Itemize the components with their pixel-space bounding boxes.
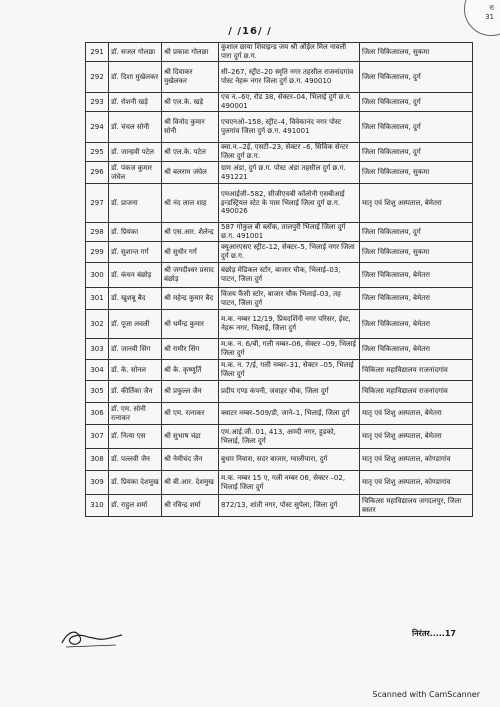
table-row — [86, 184, 473, 223]
posting-cell: जिला चिकित्सालय, बेमेतरा — [360, 288, 473, 310]
name-cell: डॉ. खुशबू बैद — [109, 288, 162, 310]
serial-cell: 297 — [86, 184, 109, 223]
posting-cell: जिला चिकित्सालय, दुर्ग — [360, 93, 473, 112]
page-number: / /16/ / — [228, 26, 272, 37]
father-name-cell: श्री प्रफुल्ल जैन — [162, 381, 219, 403]
serial-cell: 304 — [86, 360, 109, 381]
father-name-cell: श्री नंद लाल शाह — [162, 184, 219, 223]
table-row — [86, 339, 473, 360]
father-name-cell: श्री एल.के. पटेल — [162, 143, 219, 162]
father-name-cell: श्री सुभाष चंद्रा — [162, 425, 219, 449]
table-row — [86, 93, 473, 112]
table-row — [86, 242, 473, 263]
posting-cell: जिला चिकित्सालय, दुर्ग — [360, 223, 473, 242]
name-cell: डॉ. कंचन बंछोड़ — [109, 263, 162, 288]
table-row — [86, 310, 473, 339]
address-cell: एमआईजी–582, सीजीएचबी कॉलोनी एसबीआई इन्डस्ट्रियल स्टेट के पास भिलाई जिला दुर्ग छ.ग. 490026 — [219, 184, 360, 223]
serial-cell: 298 — [86, 223, 109, 242]
posting-cell: चिकित्सा महाविद्यालय राजनांदगांव — [360, 360, 473, 381]
table-row — [86, 162, 473, 184]
serial-cell: 294 — [86, 112, 109, 143]
father-name-cell: श्री एल.के. खड़े — [162, 93, 219, 112]
table-row — [86, 223, 473, 242]
serial-cell: 293 — [86, 93, 109, 112]
table-row — [86, 288, 473, 310]
table-row — [86, 43, 473, 62]
address-cell: कुशाल छाया शिवाइन्ड जय श्री ऑईल मिल नावली पारा दुर्ग छ.ग. — [219, 43, 360, 62]
table-body — [86, 43, 473, 517]
posting-cell: जिला चिकित्सालय, बेमेतरा — [360, 310, 473, 339]
table-row — [86, 471, 473, 495]
posting-cell: जिला चिकित्सालय, बेमेतरा — [360, 263, 473, 288]
address-cell: म.क. नम्बर 12/19, प्रियदर्शिनी नगर परिसर, ईस्ट, नेहरू नगर, भिलाई, जिला दुर्ग — [219, 310, 360, 339]
address-cell: म.क. नम्बर 15 ए, गली नम्बर 06, सेक्टर –02, भिलाई जिला दुर्ग — [219, 471, 360, 495]
posting-cell: जिला चिकित्सालय, सुकमा — [360, 242, 473, 263]
name-cell: डॉ. दिशा मुखेलकर — [109, 62, 162, 93]
father-name-cell: श्री एस.आर. शैलेन्द्र — [162, 223, 219, 242]
serial-cell: 308 — [86, 449, 109, 471]
name-cell: डॉ. प्रियंका — [109, 223, 162, 242]
doctor-posting-table — [85, 42, 473, 517]
posting-cell: जिला चिकित्सालय, दुर्ग — [360, 112, 473, 143]
signature — [58, 625, 126, 651]
table-row — [86, 425, 473, 449]
address-cell: विजय फैंसी स्टोर, बाजार चौक भिलाई–03, तह पाटन, जिला दुर्ग — [219, 288, 360, 310]
address-cell: ग्राम अंडा, दुर्ग छ.ग. पोस्ट अंडा तहसील दुर्ग छ.ग. 491221 — [219, 162, 360, 184]
name-cell: डॉ. सजल गोलछा — [109, 43, 162, 62]
table-row — [86, 263, 473, 288]
father-name-cell: श्री बी.आर. देशमुख — [162, 471, 219, 495]
corner-stamp-text — [485, 4, 494, 22]
father-name-cell: श्री एम. रत्नाकर — [162, 403, 219, 425]
posting-cell: जिला चिकित्सालय, दुर्ग — [360, 62, 473, 93]
posting-cell: मातृ एवं शिशु अस्पताल, बेमेतरा — [360, 184, 473, 223]
name-cell: डॉ. पंकज कुमार जंघेल — [109, 162, 162, 184]
name-cell: डॉ. प्रियंका देशमुख — [109, 471, 162, 495]
address-cell: क्वाटर नम्बर–509/डी, जाने–1, भिलाई, जिला दुर्ग — [219, 403, 360, 425]
table-row — [86, 495, 473, 517]
father-name-cell: श्री विनोद कुमार सोनी — [162, 112, 219, 143]
address-cell: क्यूआरएसए स्ट्रीट–12, सेक्टर–5, भिलाई नगर जिला दुर्ग छ.ग. — [219, 242, 360, 263]
table-row — [86, 360, 473, 381]
name-cell: डॉ. नित्या एस — [109, 425, 162, 449]
address-cell: बंछोड़ मेडिकल स्टोर, बाजार चौक, भिलाई–03, पाटन, जिला दुर्ग — [219, 263, 360, 288]
serial-cell: 292 — [86, 62, 109, 93]
table-row — [86, 62, 473, 93]
table-row — [86, 403, 473, 425]
father-name-cell: श्री धर्मेन्द्र कुमार — [162, 310, 219, 339]
posting-cell: चिकित्सा महाविद्यालय राजनांदगांव — [360, 381, 473, 403]
posting-cell: जिला चिकित्सालय, सुकमा — [360, 43, 473, 62]
table-row — [86, 112, 473, 143]
address-cell: म.क. न. 6/बी, गली नम्बर–06, सेक्टर –09, भिलाई जिला दुर्ग — [219, 339, 360, 360]
name-cell: डॉ. एम. सोनी रत्नाकर — [109, 403, 162, 425]
serial-cell: 301 — [86, 288, 109, 310]
posting-cell: मातृ एवं शिशु अस्पताल, कोण्डागांव — [360, 449, 473, 471]
father-name-cell: श्री जगदीश्वर प्रसाद बंछोड़ — [162, 263, 219, 288]
serial-cell: 306 — [86, 403, 109, 425]
father-name-cell: श्री रामीर सिंग — [162, 339, 219, 360]
name-cell: डॉ. पूजा लवली — [109, 310, 162, 339]
posting-cell: चिकित्सा महाविद्यालय जगदलपुर, जिला बस्तर — [360, 495, 473, 517]
address-cell: म.क. न. 7/ई, गली नम्बर–31, सेक्टर –05, भिलाई जिला दुर्ग — [219, 360, 360, 381]
father-name-cell: श्री दिवाकर मुखेलकर — [162, 62, 219, 93]
posting-cell: जिला चिकित्सालय, बेमेतरा — [360, 339, 473, 360]
serial-cell: 310 — [86, 495, 109, 517]
father-name-cell: श्री के. कृष्णूर्ति — [162, 360, 219, 381]
name-cell: डॉ. कीर्तिका जैन — [109, 381, 162, 403]
father-name-cell: श्री नेमीचंद जैन — [162, 449, 219, 471]
father-name-cell: श्री बलराम जंघेल — [162, 162, 219, 184]
name-cell: डॉ. रोशनी खड़े — [109, 93, 162, 112]
father-name-cell: श्री रविन्द्र शर्मा — [162, 495, 219, 517]
name-cell: डॉ. के. सोनल — [109, 360, 162, 381]
address-cell: बुधार निवास, सदर बाजार, ग्वालीपारा, दुर्ग — [219, 449, 360, 471]
name-cell: डॉ. सुशान्त गर्ग — [109, 242, 162, 263]
name-cell: डॉ. पल्लवी जैन — [109, 449, 162, 471]
name-cell: डॉ. राहुल शर्मा — [109, 495, 162, 517]
father-name-cell: श्री सुधीर गर्ग — [162, 242, 219, 263]
name-cell: डॉ. जानवी सिंग — [109, 339, 162, 360]
address-cell: 872/13, शांती नगर, पोस्ट सुपेला, जिला दुर्ग — [219, 495, 360, 517]
corner-line-1: रा — [489, 4, 494, 12]
father-name-cell: श्री प्रकाश गोलछा — [162, 43, 219, 62]
serial-cell: 295 — [86, 143, 109, 162]
address-cell: क्वा.न.–2ई, एसटी–23, सेक्टर –6, सिविक सेन्टर जिला दुर्ग छ.ग. — [219, 143, 360, 162]
serial-cell: 309 — [86, 471, 109, 495]
serial-cell: 302 — [86, 310, 109, 339]
address-cell: एच न.–6ए, रोड 38, सेक्टर–04, भिलाई दुर्ग छ.ग. 490001 — [219, 93, 360, 112]
address-cell: 587 गोकुल बी ब्लॉक, तालपुरी भिलाई जिला दुर्ग छ.ग. 491001 — [219, 223, 360, 242]
serial-cell: 307 — [86, 425, 109, 449]
corner-line-2: 31 — [485, 13, 494, 21]
name-cell: डॉ. चंचल सोनी — [109, 112, 162, 143]
serial-cell: 300 — [86, 263, 109, 288]
father-name-cell: श्री महेन्द्र कुमार बैद — [162, 288, 219, 310]
posting-cell: मातृ एवं शिशु अस्पताल, बेमेतरा — [360, 425, 473, 449]
posting-cell: मातृ एवं शिशु अस्पताल, बेमेतरा — [360, 403, 473, 425]
table-row — [86, 381, 473, 403]
address-cell: सी–267, स्ट्रीट–20 स्मृति नगर तहसील राजनांदगांव पोस्ट नेहरू नगर जिला दुर्ग छ.ग. 490010 — [219, 62, 360, 93]
scanner-footer: Scanned with CamScanner — [372, 690, 480, 699]
name-cell: डॉ. प्राजना — [109, 184, 162, 223]
serial-cell: 303 — [86, 339, 109, 360]
table-row — [86, 449, 473, 471]
posting-cell: जिला चिकित्सालय, सुकमा — [360, 162, 473, 184]
serial-cell: 296 — [86, 162, 109, 184]
posting-cell: जिला चिकित्सालय, दुर्ग — [360, 143, 473, 162]
serial-cell: 299 — [86, 242, 109, 263]
continued-note: निरंतर.....17 — [412, 629, 456, 638]
address-cell: एम.आई.जी. 01, 413, आम्दी नगर, हुडको, भिलाई, जिला दुर्ग — [219, 425, 360, 449]
serial-cell: 305 — [86, 381, 109, 403]
address-cell: प्रदीप एण्ड कंपनी, जवाहर चौक, जिला दुर्ग — [219, 381, 360, 403]
address-cell: एचएनओ–158, स्ट्रीट–4, विवेकानंद नगर पोस्ट पुलगांव जिला दुर्ग छ.ग. 491001 — [219, 112, 360, 143]
name-cell: डॉ. जान्हवी पटेल — [109, 143, 162, 162]
serial-cell: 291 — [86, 43, 109, 62]
posting-cell: मातृ एवं शिशु अस्पताल, कोण्डागांव — [360, 471, 473, 495]
table-row — [86, 143, 473, 162]
